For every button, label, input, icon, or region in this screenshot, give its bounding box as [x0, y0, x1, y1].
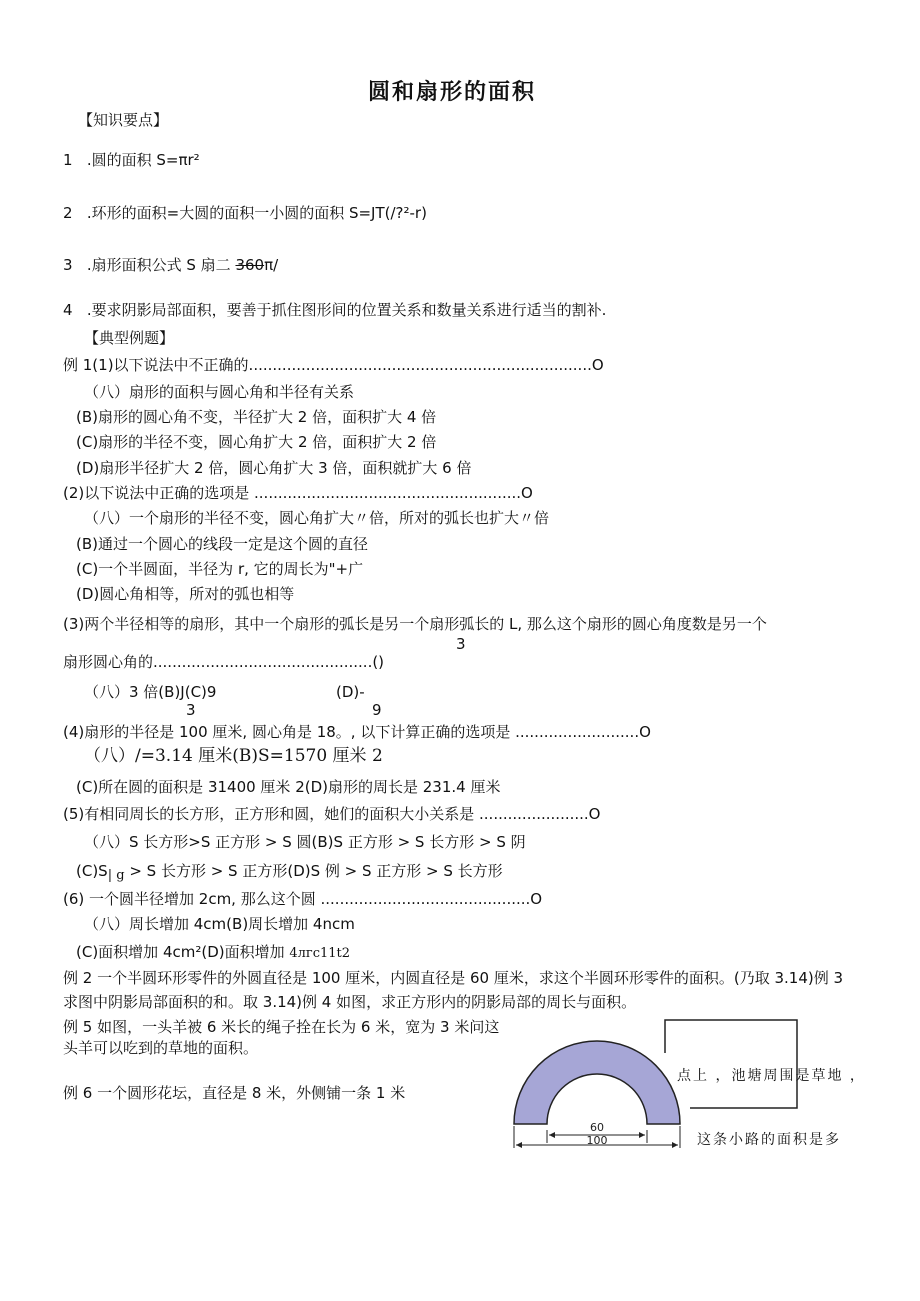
ex1-q3-option-d: (D)-: [336, 683, 365, 701]
ex1-q6-options-ab: （八）周长增加 4cm(B)周长增加 4ncm: [84, 915, 355, 933]
point-text: .扇形面积公式 S 扇二: [86, 256, 236, 274]
half-ring-shape: [514, 1041, 680, 1124]
ex1-q2-option-c: (C)一个半圆面，半径为 r, 它的周长为"+广: [76, 560, 364, 578]
point-text: .要求阴影局部面积，要善于抓住图形间的位置关系和数量关系进行适当的割补.: [86, 301, 607, 319]
ex1-q5-option-c-tail: > S 长方形 > S 正方形(D)S 例 > S 正方形 > S 长方形: [129, 862, 503, 880]
ex1-q4-options-cd: (C)所在圆的面积是 31400 厘米 2(D)扇形的周长是 231.4 厘米: [76, 778, 501, 796]
point-number: 4: [63, 301, 73, 319]
outer-diameter-label: 100: [586, 1134, 608, 1147]
ex6-line: 例 6 一个圆形花坛，直径是 8 米，外侧铺一条 1 米: [63, 1084, 406, 1102]
ex1-q5: (5)有相同周长的长方形，正方形和圆，她们的面积大小关系是 .......................O: [63, 805, 601, 823]
ex1-q5-option-c-head: (C)S: [76, 862, 108, 880]
section-knowledge-heading: 【知识要点】: [78, 111, 169, 129]
ex1-q2-option-b: (B)通过一个圆心的线段一定是这个圆的直径: [76, 535, 368, 553]
ex1-q5-option-c-subscript: | g: [107, 868, 125, 883]
point-text: .环形的面积=大圆的面积一小圆的面积 S=JT(/?²-r): [86, 204, 427, 222]
point-text: .圆的面积 S=πr²: [86, 151, 200, 169]
ex1-q3-option-b-denominator: 3: [186, 701, 196, 719]
point-number: 3: [63, 256, 73, 274]
ex1-q3-line2: 扇形圆心角的..............................................(): [63, 653, 385, 671]
ex1-q1-option-c: (C)扇形的半径不变，圆心角扩大 2 倍，面积扩大 2 倍: [76, 433, 437, 451]
ex1-q6-option-d-tail: 4лгс11t2: [289, 946, 351, 961]
ex1-q1-option-d: (D)扇形半径扩大 2 倍，圆心角扩大 3 倍，面积就扩大 6 倍: [76, 459, 472, 477]
ex2-line2: 求图中阴影局部面积的和。取 3.14)例 4 如图，求正方形内的阴影局部的周长与面积。: [63, 993, 637, 1011]
page-title: 圆和扇形的面积: [368, 79, 537, 105]
ex1-q1-option-b: (B)扇形的圆心角不变，半径扩大 2 倍，面积扩大 4 倍: [76, 408, 437, 426]
ex1-q3-fraction-denominator: 3: [456, 635, 466, 653]
point-number: 1: [63, 151, 73, 169]
struck-text: 360: [235, 256, 265, 274]
figure-note-top: 点上 ，池塘周围是草地 ，: [677, 1068, 866, 1084]
point-number: 2: [63, 204, 73, 222]
ex1-q3-line1: (3)两个半径相等的扇形，其中一个扇形的弧长是另一个扇形弧长的 L, 那么这个扇形的圆心角度数是另一个: [63, 615, 767, 633]
ex1-q5-options-ab: （八）S 长方形>S 正方形 > S 圆(B)S 正方形 > S 长方形 > S 阴: [84, 833, 526, 851]
ex1-q4: (4)扇形的半径是 100 厘米, 圆心角是 18。, 以下计算正确的选项是 ..........................O: [63, 723, 651, 741]
ex1-q3-options-abc: （八）3 倍(B)J(C)9: [84, 683, 217, 701]
rectangle-outline: [665, 1020, 797, 1108]
inner-diameter-label: 60: [590, 1121, 604, 1134]
ex1-q3-option-d-denominator: 9: [372, 701, 382, 719]
ex1-q6: (6) 一个圆半径增加 2cm, 那么这个圆 ............................................O: [63, 890, 543, 908]
ex1-q2: (2)以下说法中正确的选项是 ........................................................O: [63, 484, 533, 502]
ex1-q2-option-d: (D)圆心角相等，所对的弧也相等: [76, 585, 295, 603]
ex1-q1-option-a: （八）扇形的面积与圆心角和半径有关系: [84, 383, 355, 401]
ex1-q4-options-ab: （八）/=3.14 厘米(B)S=1570 厘米 2: [84, 746, 383, 766]
section-examples-heading: 【典型例题】: [84, 329, 175, 347]
ex1-q6-option-c: (C)面积增加 4cm²(D)面积增加: [76, 943, 290, 961]
ex2-line1: 例 2 一个半圆环形零件的外圆直径是 100 厘米，内圆直径是 60 厘米，求这个半圆环形零件的面积。(乃取 3.14)例 3: [63, 969, 844, 987]
point-text-tail: π/: [264, 256, 279, 274]
ex5-line2: 头羊可以吃到的草地的面积。: [63, 1039, 259, 1057]
ex1-q1: 例 1(1)以下说法中不正确的........................................................................O: [63, 356, 604, 374]
ex5-line1: 例 5 如图，一头羊被 6 米长的绳子拴在长为 6 米，宽为 3 米问这: [63, 1018, 500, 1036]
ex1-q2-option-a: （八）一个扇形的半径不变，圆心角扩大〃倍，所对的弧长也扩大〃倍: [84, 509, 550, 527]
figure-note-bottom: 这条小路的面积是多: [697, 1132, 841, 1148]
